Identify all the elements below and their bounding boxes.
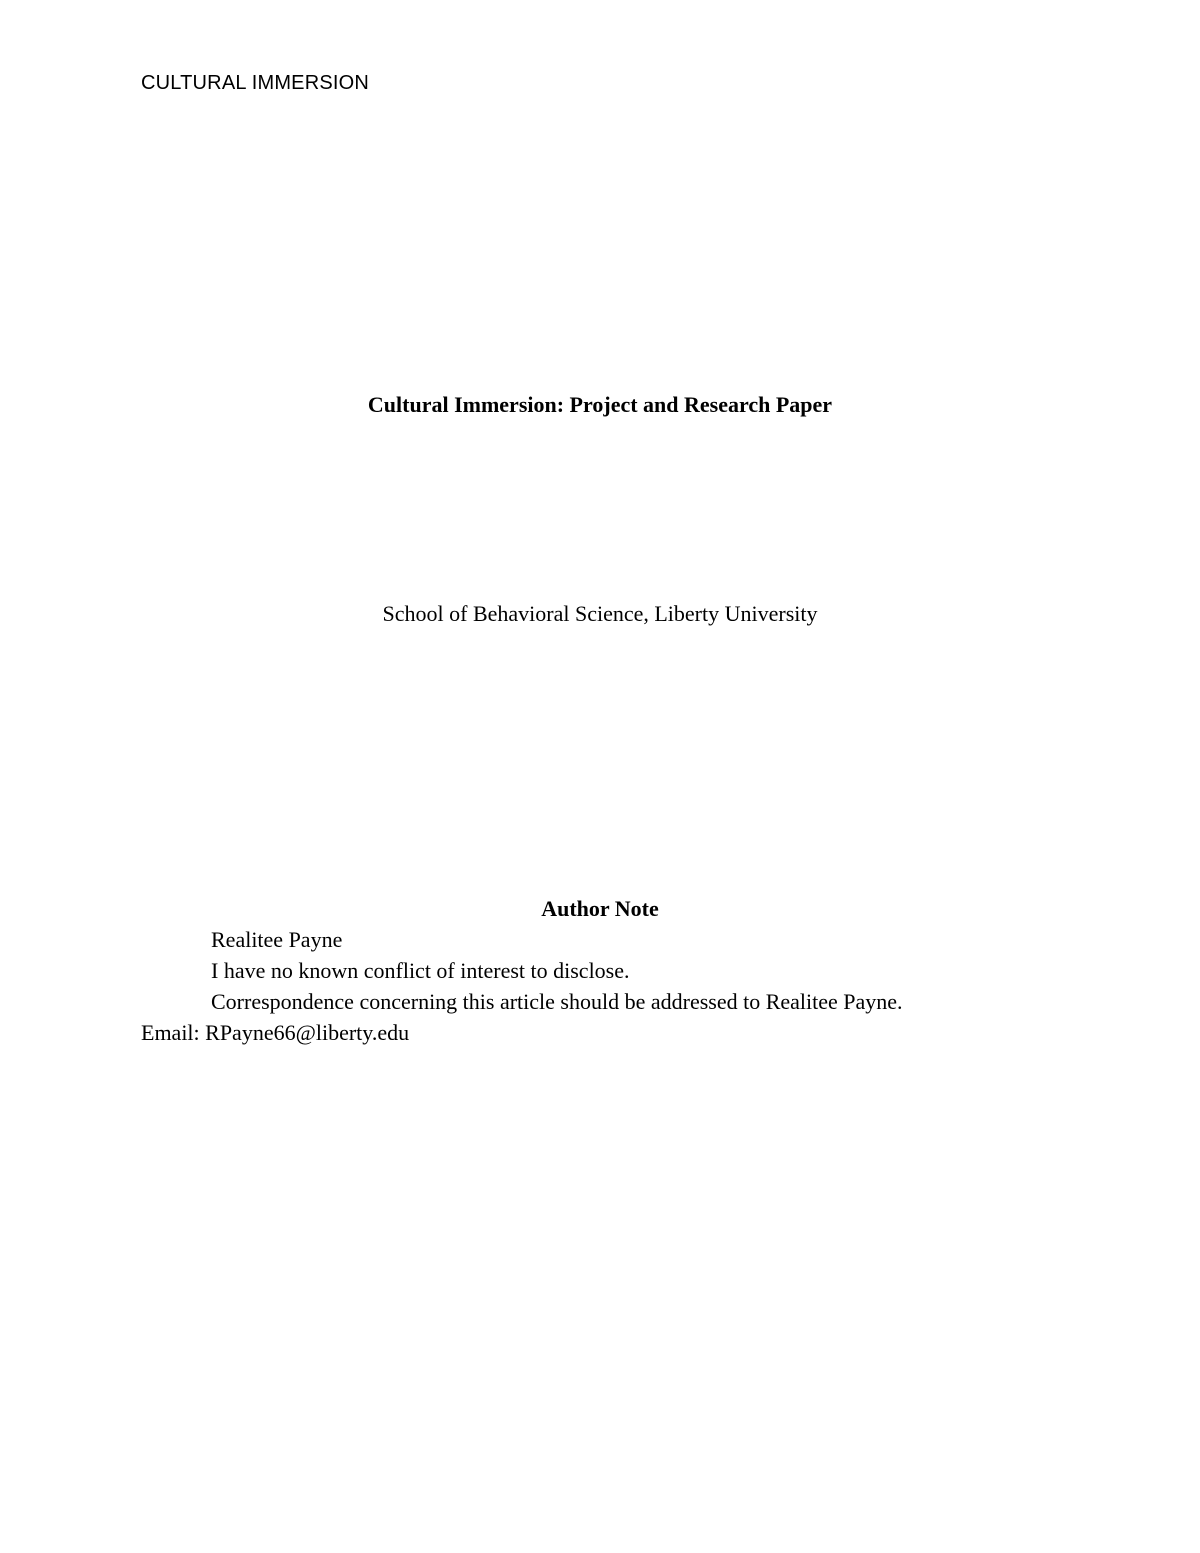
running-head: CULTURAL IMMERSION [141,72,370,94]
author-note-heading: Author Note [541,896,659,921]
conflict-disclosure: I have no known conflict of interest to disclose. [211,958,630,983]
paper-title: Cultural Immersion: Project and Research Paper [367,392,833,417]
institutional-affiliation: School of Behavioral Science, Liberty University [382,601,818,626]
correspondence-statement: Correspondence concerning this article should be addressed to Realitee Payne. [211,989,903,1014]
author-email: Email: RPayne66@liberty.edu [141,1020,410,1045]
author-name: Realitee Payne [211,927,343,952]
